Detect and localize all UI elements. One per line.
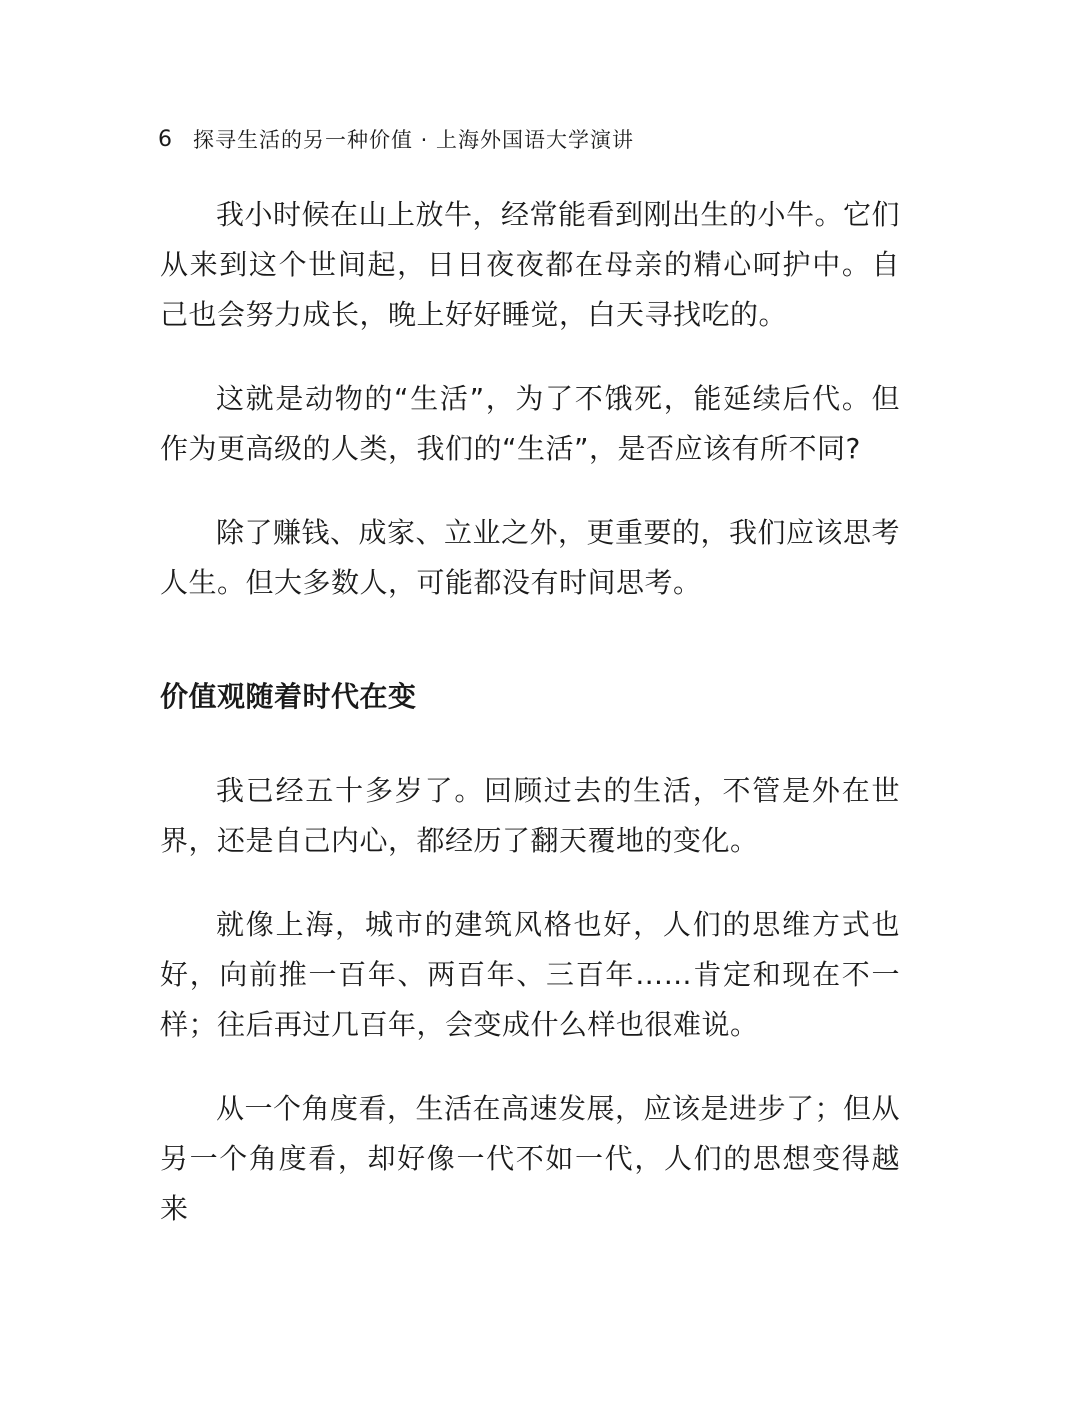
running-header bbox=[158, 124, 634, 156]
paragraph: 就像上海，城市的建筑风格也好，人们的思维方式也好，向前推一百年、两百年、三百年……肯定和现在不一样；往后再过几百年，会变成什么样也很难说。 bbox=[160, 908, 900, 1041]
paragraph: 除了赚钱、成家、立业之外，更重要的，我们应该思考人生。但大多数人，可能都没有时间思考。 bbox=[160, 516, 901, 599]
body-text bbox=[160, 190, 900, 1234]
paragraph: 从一个角度看，生活在高速发展，应该是进步了；但从另一个角度看，却好像一代不如一代，人们的思想变得越来 bbox=[160, 1092, 901, 1225]
section-heading: 价值观随着时代在变 bbox=[160, 680, 417, 713]
paragraph: 我小时候在山上放牛，经常能看到刚出生的小牛。它们从来到这个世间起，日日夜夜都在母亲的精心呵护中。自己也会努力成长，晚上好好睡觉，白天寻找吃的。 bbox=[160, 198, 901, 331]
paragraph: 我已经五十多岁了。回顾过去的生活，不管是外在世界，还是自己内心，都经历了翻天覆地的变化。 bbox=[160, 774, 900, 857]
page-number: 6 bbox=[158, 127, 173, 152]
paragraph: 这就是动物的“生活”，为了不饿死，能延续后代。但作为更高级的人类，我们的“生活”，是否应该有所不同? bbox=[160, 382, 900, 465]
running-title: 探寻生活的另一种价值 · 上海外国语大学演讲 bbox=[193, 128, 635, 152]
